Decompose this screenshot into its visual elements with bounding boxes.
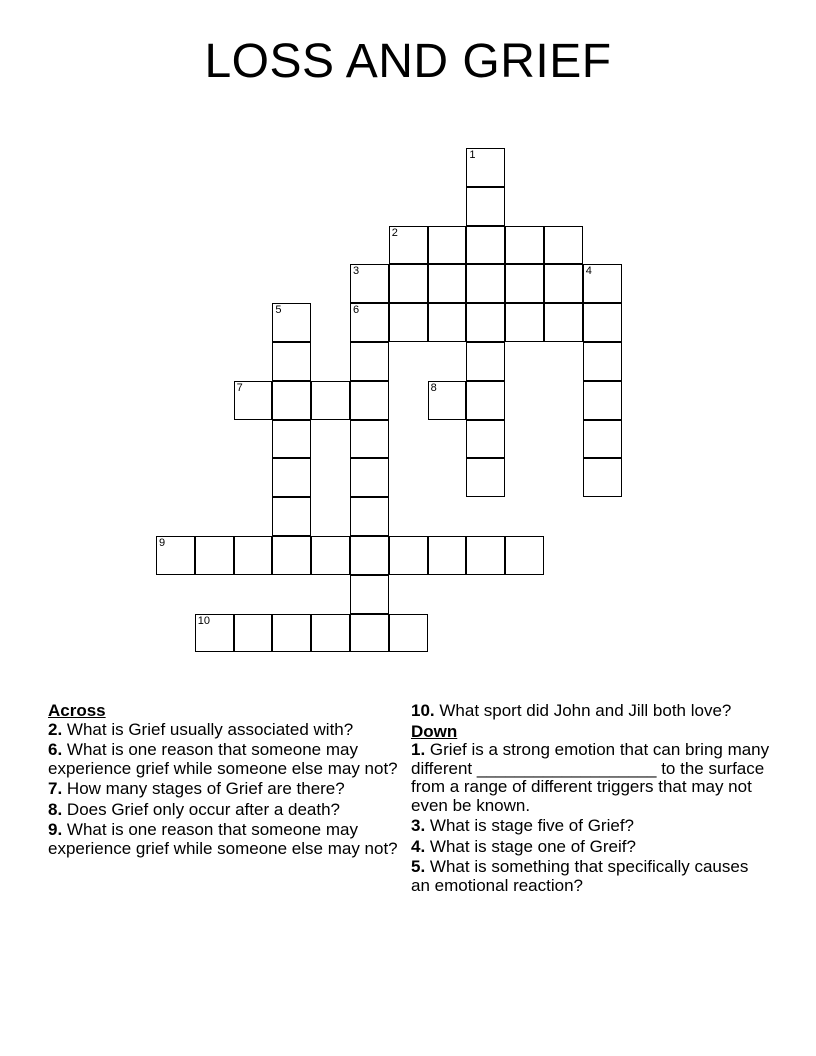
down-heading: Down	[411, 721, 458, 741]
page-title: LOSS AND GRIEF	[204, 35, 612, 88]
grid-cell[interactable]	[428, 303, 467, 342]
grid-cell[interactable]	[350, 342, 389, 381]
grid-cell[interactable]	[272, 614, 311, 653]
clue-number: 4.	[411, 836, 426, 856]
cell-number: 1	[469, 149, 476, 161]
clues-column-right	[411, 702, 771, 897]
clue-text: What is one reason that someone may experience grief while someone else may not?	[48, 740, 398, 778]
grid-cell[interactable]	[466, 381, 505, 420]
grid-cell[interactable]	[583, 342, 622, 381]
clue-number: 1.	[411, 740, 426, 759]
clue-number: 9.	[48, 820, 63, 839]
grid-cell[interactable]	[466, 420, 505, 459]
grid-cell[interactable]	[272, 458, 311, 497]
clue-text: What is stage one of Greif?	[429, 836, 636, 856]
grid-cell[interactable]	[389, 264, 428, 303]
clue-across-10	[411, 702, 771, 721]
grid-cell[interactable]	[272, 381, 311, 420]
clue-number: 3.	[411, 816, 426, 835]
grid-cell[interactable]	[350, 614, 389, 653]
grid-cell[interactable]	[428, 226, 467, 265]
clue-number: 6.	[48, 740, 63, 759]
clue-number: 5.	[411, 857, 426, 876]
grid-cell[interactable]	[466, 264, 505, 303]
grid-cell[interactable]	[466, 303, 505, 342]
clue-across-6	[48, 741, 400, 778]
clue-text: How many stages of Grief are there?	[66, 779, 345, 798]
grid-cell[interactable]	[272, 342, 311, 381]
grid-cell[interactable]	[505, 536, 544, 575]
grid-cell[interactable]	[234, 381, 273, 420]
clue-text: What is something that specifically causes an emotional reaction?	[411, 857, 749, 895]
grid-cell[interactable]	[272, 536, 311, 575]
grid-cell[interactable]	[350, 381, 389, 420]
grid-cell[interactable]	[583, 458, 622, 497]
clue-number: 8.	[48, 799, 63, 819]
grid-cell[interactable]	[583, 420, 622, 459]
clue-across-9	[48, 821, 400, 858]
grid-cell[interactable]	[428, 264, 467, 303]
across-heading: Across	[48, 701, 106, 720]
grid-cell[interactable]	[311, 536, 350, 575]
clue-number: 2.	[48, 719, 63, 739]
grid-cell[interactable]	[311, 381, 350, 420]
clue-down-1	[411, 741, 771, 815]
grid-cell[interactable]	[466, 187, 505, 226]
cell-number: 10	[197, 614, 211, 627]
grid-cell[interactable]	[505, 264, 544, 303]
grid-cell[interactable]	[350, 303, 389, 342]
clues-column-left	[48, 702, 400, 860]
grid-cell[interactable]	[428, 381, 467, 420]
grid-cell[interactable]	[466, 148, 505, 187]
grid-cell[interactable]	[544, 264, 583, 303]
grid-cell[interactable]	[544, 303, 583, 342]
grid-cell[interactable]	[350, 536, 389, 575]
clue-across-8	[48, 801, 400, 820]
clue-text: What is stage five of Grief?	[429, 816, 635, 835]
cell-number: 3	[353, 265, 360, 278]
clue-down-3	[411, 817, 771, 836]
clue-across-7	[48, 780, 400, 799]
clue-text: Grief is a strong emotion that can bring many different ___________________ to the surface from a range of different triggers that may not even be known.	[411, 740, 770, 815]
cell-number: 5	[275, 304, 282, 317]
grid-cell[interactable]	[389, 536, 428, 575]
grid-cell[interactable]	[234, 536, 273, 575]
grid-cell[interactable]	[505, 303, 544, 342]
cell-number: 4	[585, 265, 592, 278]
grid-cell[interactable]	[389, 226, 428, 265]
grid-cell[interactable]	[350, 575, 389, 614]
grid-cell[interactable]	[272, 303, 311, 342]
grid-cell[interactable]	[428, 536, 467, 575]
grid-cell[interactable]	[272, 420, 311, 459]
cell-number: 6	[353, 304, 360, 317]
grid-cell[interactable]	[466, 458, 505, 497]
grid-cell[interactable]	[389, 303, 428, 342]
clue-across-2	[48, 721, 400, 740]
clue-number: 7.	[48, 779, 63, 798]
clue-down-4	[411, 838, 771, 857]
clue-text: Does Grief only occur after a death?	[66, 799, 341, 819]
grid-cell[interactable]	[234, 614, 273, 653]
grid-cell[interactable]	[389, 614, 428, 653]
clue-number: 10.	[411, 701, 435, 720]
grid-cell[interactable]	[505, 226, 544, 265]
cell-number: 9	[159, 537, 166, 549]
clue-down-5	[411, 858, 771, 895]
cell-number: 2	[391, 226, 398, 239]
grid-cell[interactable]	[583, 303, 622, 342]
grid-cell[interactable]	[466, 226, 505, 265]
grid-cell[interactable]	[466, 342, 505, 381]
grid-cell[interactable]	[350, 420, 389, 459]
grid-cell[interactable]	[156, 536, 195, 575]
cell-number: 8	[430, 381, 437, 394]
clue-text: What is one reason that someone may experience grief while someone else may not?	[48, 820, 398, 858]
grid-cell[interactable]	[350, 497, 389, 536]
grid-cell[interactable]	[583, 264, 622, 303]
grid-cell[interactable]	[466, 536, 505, 575]
grid-cell[interactable]	[195, 614, 234, 653]
clue-text: What sport did John and Jill both love?	[439, 701, 732, 720]
grid-cell[interactable]	[583, 381, 622, 420]
grid-cell[interactable]	[195, 536, 234, 575]
grid-cell[interactable]	[272, 497, 311, 536]
grid-cell[interactable]	[311, 614, 350, 653]
grid-cell[interactable]	[350, 458, 389, 497]
cell-number: 7	[236, 381, 243, 394]
grid-cell[interactable]	[544, 226, 583, 265]
grid-cell[interactable]	[350, 264, 389, 303]
clue-text: What is Grief usually associated with?	[66, 719, 354, 739]
